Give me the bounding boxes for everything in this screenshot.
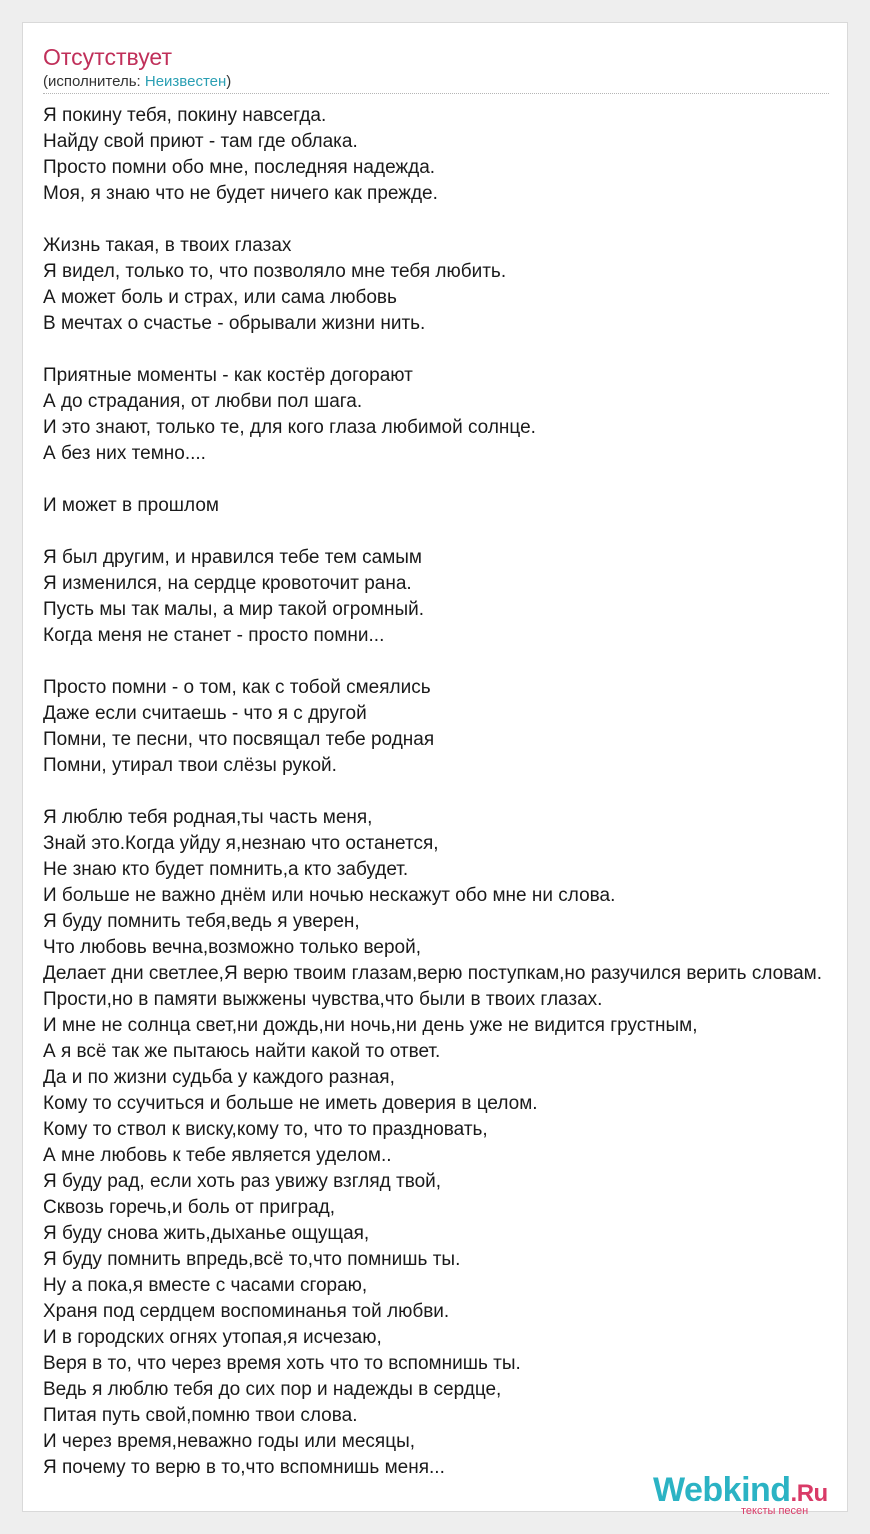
lyric-line: Я изменился, на сердце кровоточит рана.	[43, 573, 412, 594]
logo-main-text: Webkind	[653, 1471, 791, 1509]
lyric-line: Я буду снова жить,дыханье ощущая,	[43, 1223, 370, 1244]
artist-prefix: (исполнитель:	[43, 73, 145, 90]
lyric-line: Прости,но в памяти выжжены чувства,что были в твоих глазах.	[43, 989, 603, 1010]
lyric-line: Да и по жизни судьба у каждого разная,	[43, 1067, 395, 1088]
lyric-line: Я видел, только то, что позволяло мне тебя любить.	[43, 261, 507, 282]
lyric-line	[43, 337, 870, 363]
lyric-line: Я буду помнить тебя,ведь я уверен,	[43, 911, 360, 932]
logo-tagline: тексты песен	[741, 1505, 809, 1517]
lyric-line: Я почему то верю в то,что вспомнишь меня...	[43, 1457, 445, 1478]
lyric-line: И мне не солнца свет,ни дождь,ни ночь,ни день уже не видится грустным,	[43, 1015, 698, 1036]
lyric-line: Питая путь свой,помню твои слова.	[43, 1405, 358, 1426]
lyric-line: Веря в то, что через время хоть что то вспомнишь ты.	[43, 1353, 521, 1374]
song-title: Отсутствует	[43, 44, 172, 70]
lyric-line: Пусть мы так малы, а мир такой огромный.	[43, 599, 425, 620]
artist-line	[43, 73, 231, 91]
lyric-line	[43, 467, 870, 493]
site-logo[interactable]	[653, 1471, 843, 1517]
lyric-line: А я всё так же пытаюсь найти какой то ответ.	[43, 1041, 441, 1062]
lyric-line: А может боль и страх, или сама любовь	[43, 287, 397, 308]
lyric-line: Найду свой приют - там где облака.	[43, 131, 358, 152]
lyric-line: Делает дни светлее,Я верю твоим глазам,верю поступкам,но разучился верить словам.	[43, 963, 822, 984]
lyric-line: Я буду рад, если хоть раз увижу взгляд твой,	[43, 1171, 442, 1192]
lyric-line: И в городских огнях утопая,я исчезаю,	[43, 1327, 382, 1348]
lyric-line: А без них темно....	[43, 443, 206, 464]
lyric-line: А мне любовь к тебе является уделом..	[43, 1145, 392, 1166]
lyric-line: Когда меня не станет - просто помни...	[43, 625, 385, 646]
dotted-divider	[43, 93, 829, 94]
lyric-line: И больше не важно днём или ночью нескажут обо мне ни слова.	[43, 885, 616, 906]
lyric-line: Просто помни обо мне, последняя надежда.	[43, 157, 436, 178]
lyrics-card	[22, 22, 848, 1517]
lyric-line: Не знаю кто будет помнить,а кто забудет.	[43, 859, 409, 880]
lyric-line: Что любовь вечна,возможно только верой,	[43, 937, 421, 958]
lyric-line	[43, 649, 870, 675]
lyric-line: И это знают, только те, для кого глаза любимой солнце.	[43, 417, 536, 438]
lyric-line: А до страдания, от любви пол шага.	[43, 391, 363, 412]
lyric-line: Храня под сердцем воспоминанья той любви.	[43, 1301, 450, 1322]
lyric-line: Моя, я знаю что не будет ничего как прежде.	[43, 183, 438, 204]
lyric-line: Приятные моменты - как костёр догорают	[43, 365, 413, 386]
lyric-line: Помни, утирал твои слёзы рукой.	[43, 755, 337, 776]
lyric-line: Я буду помнить впредь,всё то,что помнишь ты.	[43, 1249, 461, 1270]
lyric-line: И через время,неважно годы или месяцы,	[43, 1431, 416, 1452]
lyric-line: Кому то ссучиться и больше не иметь доверия в целом.	[43, 1093, 538, 1114]
lyric-line: Ну а пока,я вместе с часами сгораю,	[43, 1275, 368, 1296]
lyric-line: В мечтах о счастье - обрывали жизни нить.	[43, 313, 426, 334]
logo-tld: .Ru	[790, 1480, 828, 1507]
lyric-line: Кому то ствол к виску,кому то, что то праздновать,	[43, 1119, 488, 1140]
artist-suffix: )	[226, 73, 232, 90]
lyric-line: Просто помни - о том, как с тобой смеялись	[43, 677, 431, 698]
lyric-line	[43, 519, 870, 545]
lyric-line: Жизнь такая, в твоих глазах	[43, 235, 292, 256]
lyric-line: Я был другим, и нравился тебе тем самым	[43, 547, 422, 568]
lyrics-text	[43, 103, 870, 1481]
lyric-line: Ведь я люблю тебя до сих пор и надежды в сердце,	[43, 1379, 502, 1400]
artist-link[interactable]: Неизвестен	[144, 73, 227, 90]
lyric-line	[43, 779, 870, 805]
lyric-line: И может в прошлом	[43, 495, 219, 516]
lyric-line: Я люблю тебя родная,ты часть меня,	[43, 807, 373, 828]
lyric-line: Даже если считаешь - что я с другой	[43, 703, 367, 724]
lyric-line: Помни, те песни, что посвящал тебе родная	[43, 729, 435, 750]
lyric-line: Сквозь горечь,и боль от приград,	[43, 1197, 336, 1218]
lyric-line	[43, 207, 870, 233]
lyric-line: Я покину тебя, покину навсегда.	[43, 105, 327, 126]
lyric-line: Знай это.Когда уйду я,незнаю что останется,	[43, 833, 439, 854]
